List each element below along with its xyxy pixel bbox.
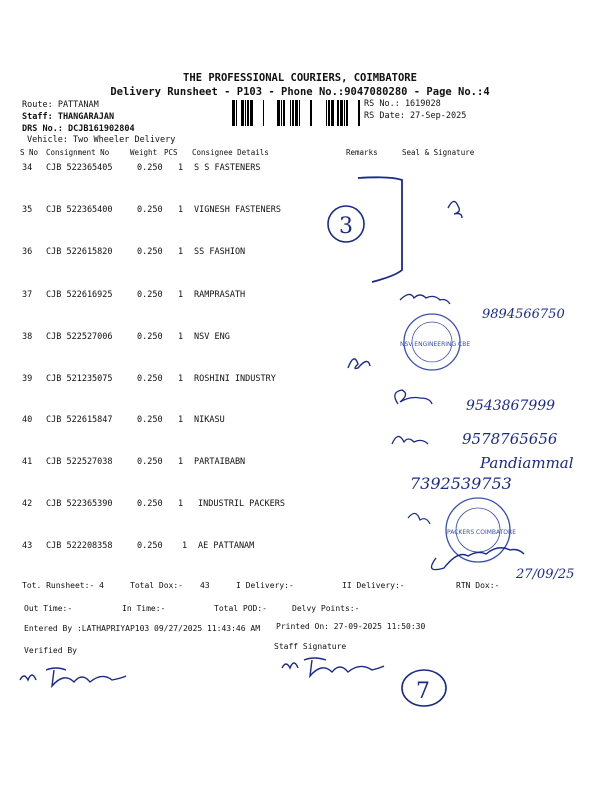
row-pcs: 1	[178, 457, 184, 467]
remarks-bracket-ink	[358, 177, 402, 282]
row-sno: 42	[22, 499, 33, 509]
row-pcs: 1	[178, 499, 184, 509]
row-sno: 39	[22, 374, 33, 384]
row-weight: 0.250	[137, 499, 163, 509]
row-consignment: CJB 521235075	[46, 374, 113, 384]
row-consignment: CJB 522527006	[46, 332, 113, 342]
row-weight: 0.250	[137, 415, 163, 425]
row-consignee: S S FASTENERS	[194, 163, 261, 173]
phone-row-41: 7392539753	[410, 474, 512, 493]
row-sno: 43	[22, 541, 33, 551]
row-consignment: CJB 522527038	[46, 457, 113, 467]
signature-row-43	[432, 548, 525, 570]
row-pcs: 1	[178, 247, 184, 257]
total-dox-value: 43	[200, 581, 210, 590]
row-sno: 35	[22, 205, 33, 215]
route-label: Route: PATTANAM	[22, 100, 99, 110]
row-consignment: CJB 522208358	[46, 541, 113, 551]
row-pcs: 1	[178, 415, 184, 425]
printed-on: Printed On: 27-09-2025 11:50:30	[276, 622, 426, 631]
col-header-pcs: PCS	[164, 148, 178, 157]
total-dox-label: Total Dox:-	[130, 581, 183, 590]
staff-signature-label: Staff Signature	[274, 642, 347, 651]
row-consignment: CJB 522616925	[46, 290, 113, 300]
row-consignee: NSV ENG	[194, 332, 230, 342]
row-sno: 37	[22, 290, 33, 300]
total-runsheet: Tot. Runsheet:- 4	[22, 581, 104, 590]
row-consignee: RAMPRASATH	[194, 290, 246, 300]
row-weight: 0.250	[137, 247, 163, 257]
col-header-remarks: Remarks	[346, 148, 378, 157]
row-consignee: INDUSTRIL PACKERS	[198, 499, 285, 509]
delvy-points-label: Delvy Points:-	[292, 604, 360, 613]
row-weight: 0.250	[137, 163, 163, 173]
row-pcs: 1	[178, 163, 184, 173]
rtn-dox-label: RTN Dox:-	[456, 581, 500, 590]
row-weight: 0.250	[137, 205, 163, 215]
row-sno: 38	[22, 332, 33, 342]
phone-row-40: 9578765656	[462, 430, 558, 448]
row-consignee: ROSHINI INDUSTRY	[194, 374, 276, 384]
verified-by-label: Verified By	[24, 646, 77, 655]
row-pcs: 1	[178, 205, 184, 215]
signature-row-38	[348, 359, 370, 369]
row-pcs: 1	[182, 541, 188, 551]
stamp-text-42: PACKERS COIMBATORE	[447, 529, 516, 536]
entered-by: Entered By :LATHAPRIYAP103 09/27/2025 11:43:46 AM	[24, 624, 261, 633]
signature-row-39	[395, 390, 432, 404]
row-sno: 36	[22, 247, 33, 257]
row-pcs: 1	[178, 332, 184, 342]
row-sno: 40	[22, 415, 33, 425]
runsheet-subtitle: Delivery Runsheet - P103 - Phone No.:9047080280 - Page No.:4	[110, 86, 490, 98]
row-consignment: CJB 522365390	[46, 499, 113, 509]
ii-delivery-label: II Delivery:-	[342, 581, 405, 590]
stamp-text-38: NSV ENGINEERING CBE	[400, 341, 471, 348]
staff-signature-ink	[282, 658, 384, 676]
drs-number: DRS No.: DCJB161902804	[22, 124, 135, 134]
row-weight: 0.250	[137, 290, 163, 300]
i-delivery-label: I Delivery:-	[236, 581, 294, 590]
row-pcs: 1	[178, 374, 184, 384]
col-header-consignment: Consignment No	[46, 148, 110, 157]
row-consignment: CJB 522365400	[46, 205, 113, 215]
phone-row-39: 9543867999	[466, 398, 556, 414]
signature-row-37	[400, 294, 450, 304]
row-weight: 0.250	[137, 374, 163, 384]
row-sno: 41	[22, 457, 33, 467]
circled-7-text: 7	[416, 679, 430, 704]
vehicle-label: Vehicle: Two Wheeler Delivery	[27, 135, 176, 145]
col-header-seal: Seal & Signature	[402, 148, 475, 157]
signature-row-42	[408, 513, 430, 524]
signature-row-40	[392, 436, 428, 444]
circled-3-text: 3	[339, 214, 353, 239]
row-consignee: NIKASU	[194, 415, 225, 425]
row-weight: 0.250	[137, 457, 163, 467]
verified-signature-ink	[20, 668, 126, 686]
row-consignment: CJB 522615820	[46, 247, 113, 257]
in-time-label: In Time:-	[122, 604, 166, 613]
runsheet-title: THE PROFESSIONAL COURIERS, COIMBATORE	[183, 72, 417, 84]
total-pod-label: Total POD:-	[214, 604, 267, 613]
col-header-sno: S No	[20, 148, 39, 157]
row-sno: 34	[22, 163, 33, 173]
date-row-43: 27/09/25	[516, 567, 575, 582]
row-weight: 0.250	[137, 332, 163, 342]
rs-number: RS No.: 1619028	[364, 99, 441, 109]
rs-date: RS Date: 27-Sep-2025	[364, 111, 467, 121]
staff-label: Staff: THANGARAJAN	[22, 112, 115, 122]
seal-signature-35	[448, 201, 462, 218]
row-weight: 0.250	[137, 541, 163, 551]
name-row-41: Pandiammal	[480, 454, 574, 472]
col-header-weight: Weight	[130, 148, 158, 157]
row-consignee: AE PATTANAM	[198, 541, 255, 551]
row-consignee: PARTAIBABN	[194, 457, 246, 467]
out-time-label: Out Time:-	[24, 604, 73, 613]
row-consignee: SS FASHION	[194, 247, 246, 257]
row-consignee: VIGNESH FASTENERS	[194, 205, 281, 215]
row-consignment: CJB 522365405	[46, 163, 113, 173]
col-header-consignee: Consignee Details	[192, 148, 269, 157]
row-pcs: 1	[178, 290, 184, 300]
phone-row-37: 9894566750	[482, 307, 565, 322]
row-consignment: CJB 522615847	[46, 415, 113, 425]
